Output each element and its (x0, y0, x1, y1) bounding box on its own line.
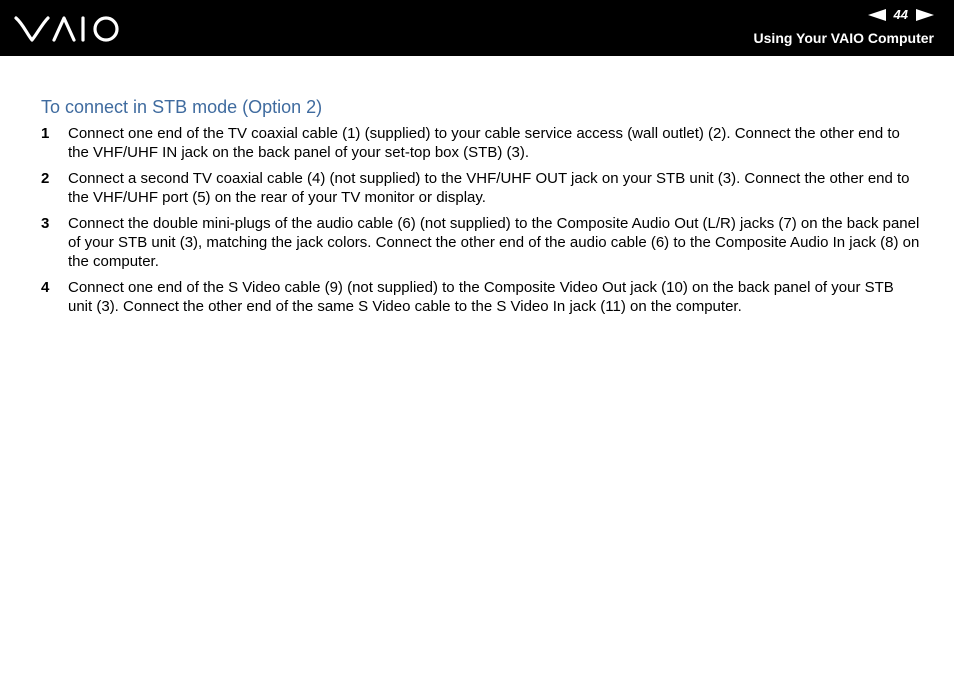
next-page-arrow-icon[interactable] (916, 9, 934, 21)
step-item (41, 169, 921, 207)
steps-list (41, 124, 921, 316)
step-text: Connect a second TV coaxial cable (4) (not supplied) to the VHF/UHF OUT jack on your STB unit (3). Connect the other end to the VHF/UHF port (5) on the rear of your TV monitor or display. (68, 170, 910, 206)
step-text: Connect one end of the S Video cable (9) (not supplied) to the Composite Video Out jack (10) on the back panel of your STB unit (3). Connect the other end of the same S Video cable to the S Video In jack (11) on the computer. (68, 279, 894, 315)
procedure-heading: To connect in STB mode (Option 2) (41, 97, 323, 117)
step-number: 4 (41, 279, 50, 296)
main-content (41, 96, 921, 323)
step-number: 3 (41, 215, 50, 232)
step-item (41, 124, 921, 162)
page-navigation (868, 6, 934, 24)
page-number: 44 (893, 7, 908, 22)
previous-page-arrow-icon[interactable] (868, 9, 886, 21)
step-text: Connect one end of the TV coaxial cable (1) (supplied) to your cable service access (wall outlet) (2). Connect the other end to the VHF/UHF IN jack on the back panel of your set-top box (STB) (3). (68, 125, 900, 161)
section-title: Using Your VAIO Computer (753, 30, 934, 46)
step-text: Connect the double mini-plugs of the audio cable (6) (not supplied) to the Composite Audio Out (L/R) jacks (7) on the back panel of your STB unit (3), matching the jack colors. Connect the other end of the audio cable (6) to the Composite Audio In jack (8) on the computer. (68, 215, 920, 270)
step-item (41, 214, 921, 271)
vaio-logo (13, 14, 123, 44)
page-header (0, 0, 954, 56)
step-item (41, 278, 921, 316)
step-number: 1 (41, 125, 50, 142)
step-number: 2 (41, 170, 50, 187)
